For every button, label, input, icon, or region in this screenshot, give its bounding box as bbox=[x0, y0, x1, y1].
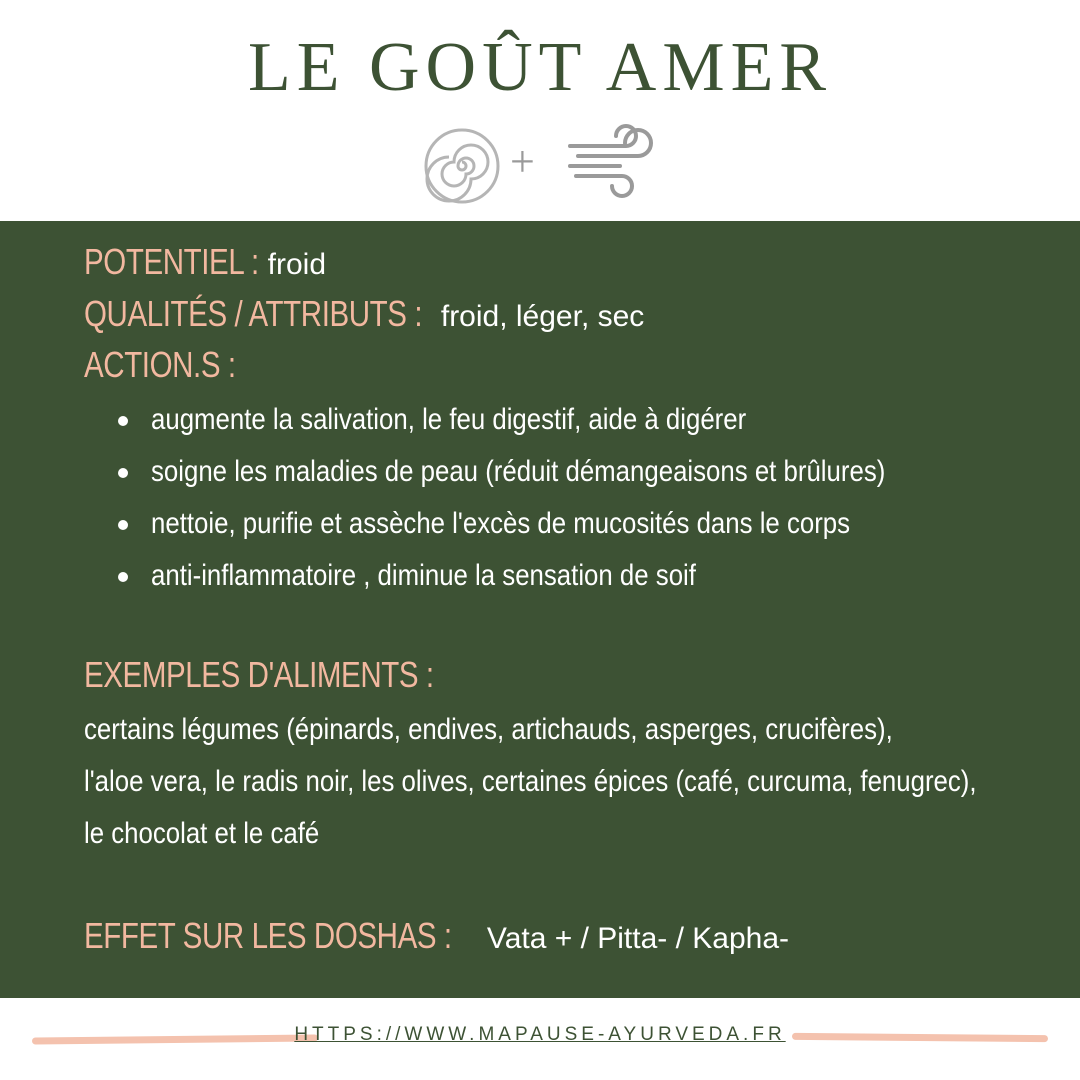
list-item-text: soigne les maladies de peau (réduit démangeaisons et brûlures) bbox=[151, 455, 886, 488]
exemples-label-row bbox=[84, 654, 511, 696]
qualites-label: QUALITÉS / ATTRIBUTS : bbox=[84, 293, 423, 334]
actions-label: ACTION.S : bbox=[84, 344, 236, 385]
potentiel-value: froid bbox=[267, 248, 327, 281]
effet-label: EFFET SUR LES DOSHAS : bbox=[84, 915, 452, 956]
bullet-dot bbox=[118, 416, 128, 426]
page-title: LE GOÛT AMER bbox=[247, 29, 833, 106]
effet-row bbox=[84, 915, 789, 957]
exemples-line bbox=[84, 713, 1024, 747]
wind-air-icon bbox=[568, 124, 658, 199]
list-item-text: anti-inflammatoire , diminue la sensation de soif bbox=[151, 559, 696, 592]
list-item-text: nettoie, purifie et assèche l'excès de mucosités dans le corps bbox=[151, 507, 851, 540]
plus-sign: + bbox=[510, 137, 535, 186]
exemples-text: certains légumes (épinards, endives, artichauds, asperges, crucifères), bbox=[84, 713, 893, 746]
website-link[interactable]: HTTPS://WWW.MAPAUSE-AYURVEDA.FR bbox=[294, 1024, 786, 1045]
header bbox=[0, 0, 1080, 220]
exemples-line bbox=[84, 817, 358, 851]
qualites-row bbox=[84, 293, 644, 335]
exemples-line bbox=[84, 765, 1080, 799]
potentiel-row bbox=[84, 241, 326, 283]
list-item-text: augmente la salivation, le feu digestif, aide à digérer bbox=[151, 403, 747, 436]
actions-label-row bbox=[84, 344, 269, 386]
bullet-dot bbox=[118, 468, 128, 478]
qualites-value: froid, léger, sec bbox=[440, 300, 645, 333]
element-icons bbox=[0, 122, 1080, 207]
bullet-dot bbox=[118, 572, 128, 582]
content-panel bbox=[0, 221, 1080, 998]
exemples-text: le chocolat et le café bbox=[84, 817, 320, 850]
bullet-dot bbox=[118, 520, 128, 530]
potentiel-label: POTENTIEL : bbox=[84, 241, 259, 282]
effet-value: Vata + / Pitta- / Kapha- bbox=[486, 922, 790, 955]
spiral-ether-icon bbox=[422, 126, 502, 206]
exemples-text: l'aloe vera, le radis noir, les olives, certaines épices (café, curcuma, fenugrec), bbox=[84, 765, 977, 798]
exemples-label: EXEMPLES D'ALIMENTS : bbox=[84, 654, 434, 695]
footer bbox=[0, 998, 1080, 1080]
